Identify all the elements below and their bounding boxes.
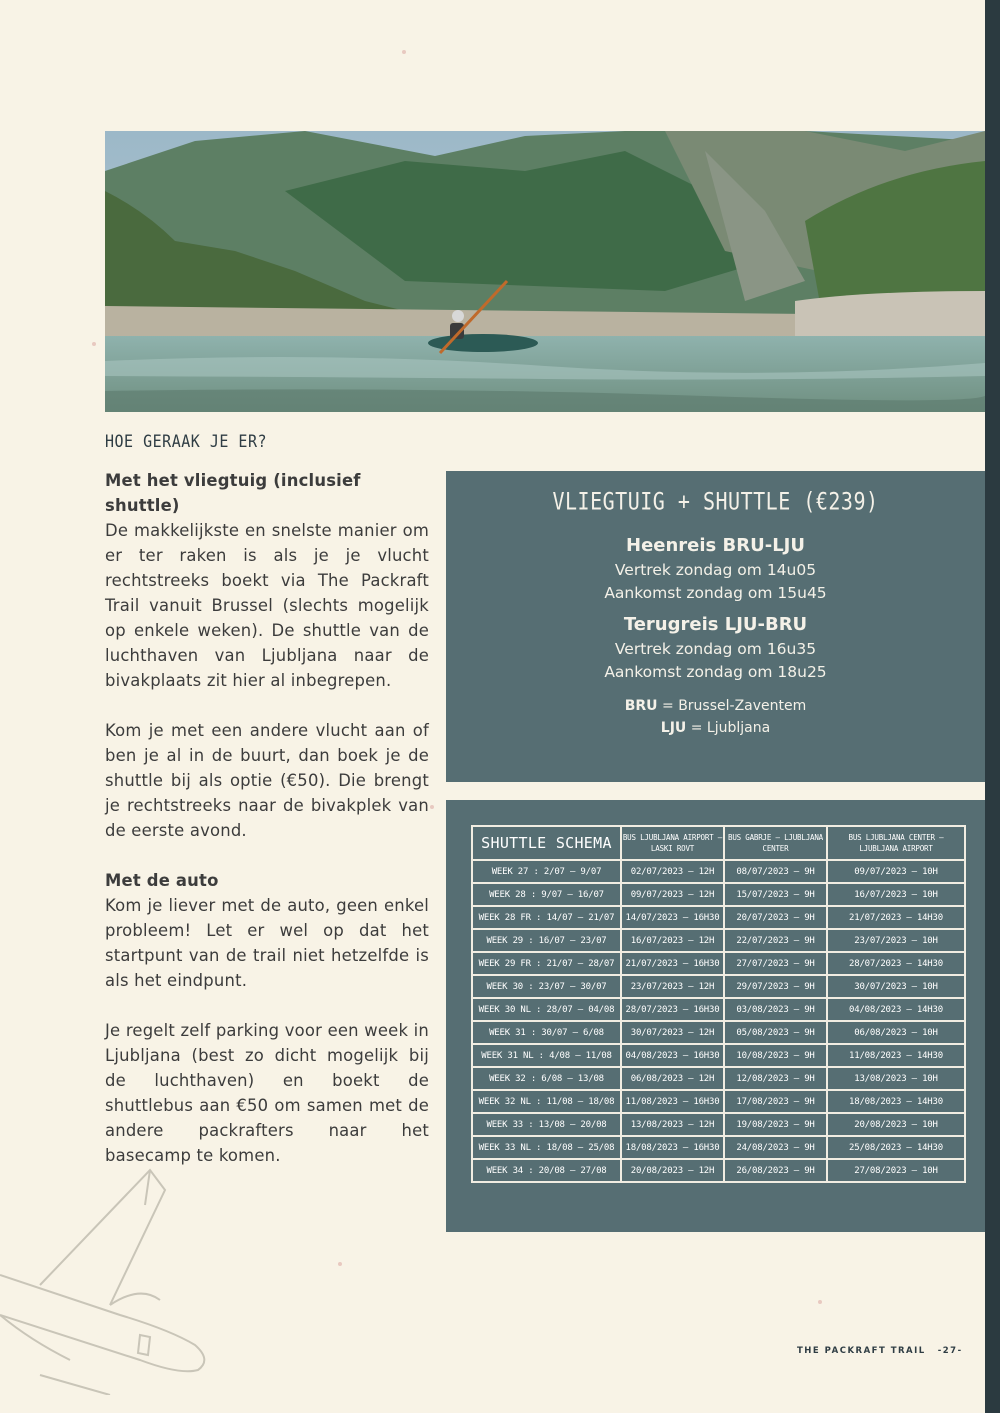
decor-speck xyxy=(818,1300,822,1304)
bus-time-cell: 28/07/2023 – 16H30 xyxy=(621,998,724,1021)
bus-time-cell: 20/08/2023 – 12H xyxy=(621,1159,724,1182)
flight-shuttle-panel xyxy=(446,471,985,782)
week-cell: WEEK 29 FR : 21/07 – 28/07 xyxy=(472,952,621,975)
week-cell: WEEK 32 NL : 11/08 – 18/08 xyxy=(472,1090,621,1113)
bus-time-cell: 12/08/2023 – 9H xyxy=(724,1067,827,1090)
bus-time-cell: 10/08/2023 – 9H xyxy=(724,1044,827,1067)
week-cell: WEEK 28 : 9/07 – 16/07 xyxy=(472,883,621,906)
car-paragraph-2: Je regelt zelf parking voor een week in Ljubljana (best zo dicht mogelijk bij de luchthaven) en boekt de shuttlebus aan €50 om samen met de andere packrafters naar het basecamp te komen. xyxy=(105,1021,429,1165)
bus-time-cell: 17/08/2023 – 9H xyxy=(724,1090,827,1113)
legend-bru-text: = Brussel-Zaventem xyxy=(657,698,807,714)
bus-time-cell: 30/07/2023 – 12H xyxy=(621,1021,724,1044)
airplane-outline-icon xyxy=(0,1165,215,1395)
bus-time-cell: 18/08/2023 – 14H30 xyxy=(827,1090,965,1113)
outbound-departure: Vertrek zondag om 14u05 xyxy=(614,561,817,579)
bus-time-cell: 23/07/2023 – 12H xyxy=(621,975,724,998)
legend-lju-code: LJU xyxy=(660,720,687,736)
table-row xyxy=(472,906,965,929)
bus-time-cell: 23/07/2023 – 10H xyxy=(827,929,965,952)
legend-bru-code: BRU xyxy=(624,698,658,714)
week-cell: WEEK 31 NL : 4/08 – 11/08 xyxy=(472,1044,621,1067)
car-subheading: Met de auto xyxy=(105,871,219,890)
page-edge-strip xyxy=(985,0,1000,1413)
table-row xyxy=(472,1090,965,1113)
decor-speck xyxy=(402,50,406,54)
bus-time-cell: 15/07/2023 – 9H xyxy=(724,883,827,906)
bus-time-cell: 09/07/2023 – 12H xyxy=(621,883,724,906)
shuttle-schedule-panel xyxy=(446,800,985,1232)
bus-time-cell: 22/07/2023 – 9H xyxy=(724,929,827,952)
bus-time-cell: 18/08/2023 – 16H30 xyxy=(621,1136,724,1159)
week-cell: WEEK 34 : 20/08 – 27/08 xyxy=(472,1159,621,1182)
page-footer xyxy=(797,1346,963,1356)
left-column-text xyxy=(105,468,429,1193)
return-departure: Vertrek zondag om 16u35 xyxy=(614,640,817,658)
decor-speck xyxy=(338,1262,342,1266)
decor-speck xyxy=(92,342,96,346)
week-cell: WEEK 27 : 2/07 – 9/07 xyxy=(472,860,621,883)
bus-time-cell: 20/08/2023 – 10H xyxy=(827,1113,965,1136)
column-header: BUS LJUBLJANA AIRPORT – LASKI ROVT xyxy=(621,826,724,860)
bus-time-cell: 06/08/2023 – 10H xyxy=(827,1021,965,1044)
week-cell: WEEK 33 : 13/08 – 20/08 xyxy=(472,1113,621,1136)
legend-lju-text: = Ljubljana xyxy=(686,720,771,736)
table-row xyxy=(472,1159,965,1182)
bus-time-cell: 14/07/2023 – 16H30 xyxy=(621,906,724,929)
car-paragraph-1 xyxy=(105,868,429,993)
column-header: BUS LJUBLJANA CENTER – LJUBLJANA AIRPORT xyxy=(827,826,965,860)
flight-panel-title: VLIEGTUIG + SHUTTLE (€239) xyxy=(552,486,879,516)
bus-time-cell: 04/08/2023 – 14H30 xyxy=(827,998,965,1021)
car-text-1: Kom je liever met de auto, geen enkel probleem! Let er wel op dat het startpunt van de trail niet hetzelfde is als het eindpunt. xyxy=(105,896,429,990)
legend-lju xyxy=(446,717,985,739)
plane-text-1: De makkelijkste en snelste manier om er ter raken is als je je vlucht rechtstreeks boekt via The Packraft Trail vanuit Brussel (slechts mogelijk op enkele weken). De shuttle van de luchthaven van Ljubljana naar de bivakplaats zit hier al inbegrepen. xyxy=(105,521,429,690)
bus-time-cell: 27/08/2023 – 10H xyxy=(827,1159,965,1182)
bus-time-cell: 29/07/2023 – 9H xyxy=(724,975,827,998)
bus-time-cell: 13/08/2023 – 10H xyxy=(827,1067,965,1090)
bus-time-cell: 11/08/2023 – 16H30 xyxy=(621,1090,724,1113)
footer-brand: THE PACKRAFT TRAIL xyxy=(797,1346,926,1356)
table-row xyxy=(472,952,965,975)
bus-time-cell: 08/07/2023 – 9H xyxy=(724,860,827,883)
table-row xyxy=(472,1136,965,1159)
shuttle-schedule-table xyxy=(471,825,966,1183)
bus-time-cell: 06/08/2023 – 12H xyxy=(621,1067,724,1090)
outbound-title: Heenreis BRU-LJU xyxy=(626,535,805,556)
week-cell: WEEK 32 : 6/08 – 13/08 xyxy=(472,1067,621,1090)
table-row xyxy=(472,998,965,1021)
river-packraft-photo xyxy=(105,131,985,412)
table-row xyxy=(472,860,965,883)
table-row xyxy=(472,1113,965,1136)
return-arrival: Aankomst zondag om 18u25 xyxy=(604,663,827,681)
bus-time-cell: 28/07/2023 – 14H30 xyxy=(827,952,965,975)
bus-time-cell: 20/07/2023 – 9H xyxy=(724,906,827,929)
bus-time-cell: 19/08/2023 – 9H xyxy=(724,1113,827,1136)
bus-time-cell: 16/07/2023 – 12H xyxy=(621,929,724,952)
table-row xyxy=(472,929,965,952)
airport-legend xyxy=(446,695,985,739)
return-title: Terugreis LJU-BRU xyxy=(623,614,808,635)
bus-time-cell: 05/08/2023 – 9H xyxy=(724,1021,827,1044)
plane-paragraph-1 xyxy=(105,468,429,693)
page-number: -27- xyxy=(937,1346,963,1356)
table-row xyxy=(472,975,965,998)
outbound-arrival: Aankomst zondag om 15u45 xyxy=(604,584,827,602)
bus-time-cell: 30/07/2023 – 10H xyxy=(827,975,965,998)
bus-time-cell: 26/08/2023 – 9H xyxy=(724,1159,827,1182)
schedule-title: SHUTTLE SCHEMA xyxy=(472,826,621,860)
bus-time-cell: 21/07/2023 – 16H30 xyxy=(621,952,724,975)
week-cell: WEEK 30 : 23/07 – 30/07 xyxy=(472,975,621,998)
table-row xyxy=(472,883,965,906)
week-cell: WEEK 29 : 16/07 – 23/07 xyxy=(472,929,621,952)
bus-time-cell: 25/08/2023 – 14H30 xyxy=(827,1136,965,1159)
plane-subheading: Met het vliegtuig (inclusief shuttle) xyxy=(105,471,361,515)
table-row xyxy=(472,1067,965,1090)
decor-speck xyxy=(430,805,434,809)
table-row xyxy=(472,1021,965,1044)
table-row xyxy=(472,1044,965,1067)
bus-time-cell: 13/08/2023 – 12H xyxy=(621,1113,724,1136)
week-cell: WEEK 33 NL : 18/08 – 25/08 xyxy=(472,1136,621,1159)
column-header: BUS GABRJE – LJUBLJANA CENTER xyxy=(724,826,827,860)
bus-time-cell: 24/08/2023 – 9H xyxy=(724,1136,827,1159)
section-heading: HOE GERAAK JE ER? xyxy=(105,431,268,452)
bus-time-cell: 09/07/2023 – 10H xyxy=(827,860,965,883)
bus-time-cell: 11/08/2023 – 14H30 xyxy=(827,1044,965,1067)
bus-time-cell: 21/07/2023 – 14H30 xyxy=(827,906,965,929)
plane-paragraph-2: Kom je met een andere vlucht aan of ben je al in de buurt, dan boek je de shuttle bij als optie (€50). Die brengt je rechtstreeks naar de bivakplek van de eerste avond. xyxy=(105,721,429,840)
week-cell: WEEK 28 FR : 14/07 – 21/07 xyxy=(472,906,621,929)
bus-time-cell: 02/07/2023 – 12H xyxy=(621,860,724,883)
table-header-row xyxy=(472,826,965,860)
week-cell: WEEK 31 : 30/07 – 6/08 xyxy=(472,1021,621,1044)
bus-time-cell: 16/07/2023 – 10H xyxy=(827,883,965,906)
bus-time-cell: 27/07/2023 – 9H xyxy=(724,952,827,975)
bus-time-cell: 04/08/2023 – 16H30 xyxy=(621,1044,724,1067)
legend-bru xyxy=(446,695,985,717)
week-cell: WEEK 30 NL : 28/07 – 04/08 xyxy=(472,998,621,1021)
bus-time-cell: 03/08/2023 – 9H xyxy=(724,998,827,1021)
